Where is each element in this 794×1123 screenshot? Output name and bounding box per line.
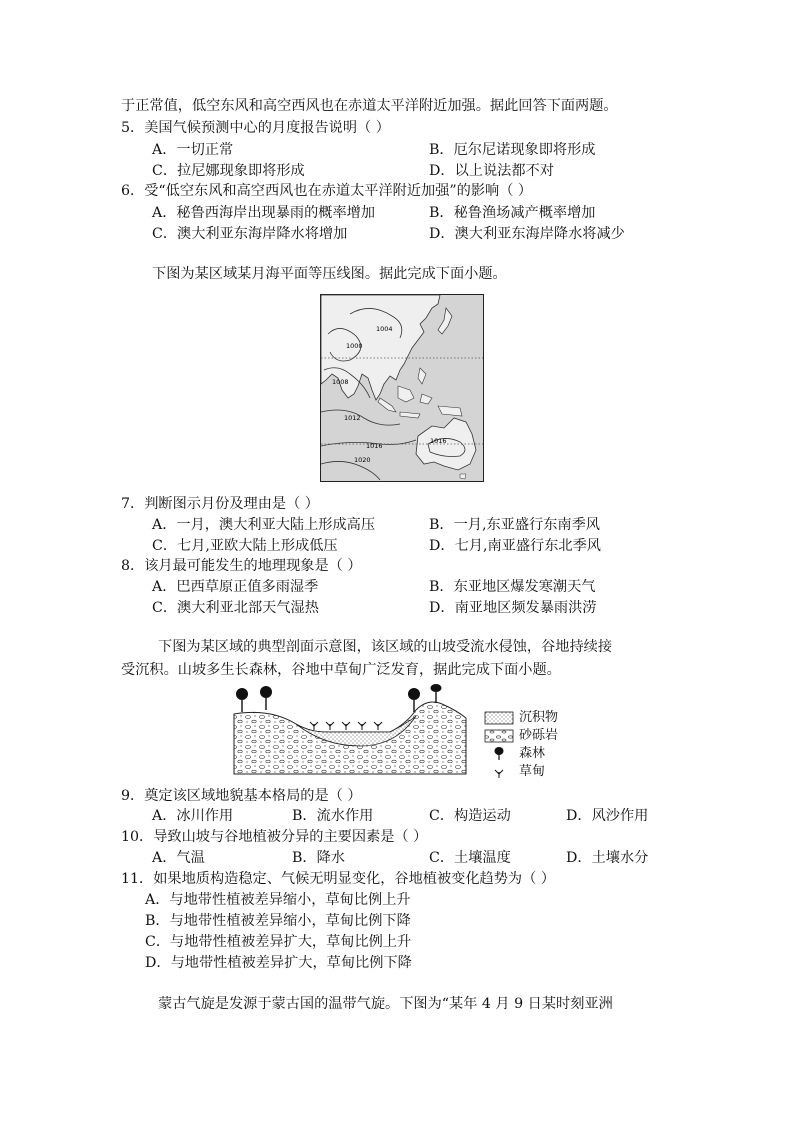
q7-option-a[interactable]: A．一月，澳大利亚大陆上形成高压 bbox=[152, 517, 376, 533]
tasmania-island bbox=[460, 474, 466, 479]
meadow-grass-group bbox=[310, 722, 382, 730]
q6-option-c[interactable]: C．澳大利亚东海岸降水将增加 bbox=[152, 226, 348, 242]
q8-option-a[interactable]: A．巴西草原正值多雨湿季 bbox=[152, 579, 319, 595]
isobar-label-1020: 1020 bbox=[354, 456, 371, 464]
question-9-stem: 9．奠定该区域地貌基本格局的是（ ） bbox=[121, 788, 362, 804]
legend-sediment-swatch bbox=[485, 712, 513, 724]
section-intro-line-2: 受沉积。山坡多生长森林，谷地中草甸广泛发育，据此完成下面小题。 bbox=[121, 662, 561, 678]
legend-meadow-icon bbox=[495, 770, 503, 778]
isobar-label-1000: 1000 bbox=[346, 342, 363, 350]
q7-option-c[interactable]: C．七月,亚欧大陆上形成低压 bbox=[152, 538, 338, 554]
q5-option-d[interactable]: D．以上说法都不对 bbox=[429, 163, 554, 179]
legend-label-gravel: 砂砾岩 bbox=[519, 728, 559, 743]
q9-option-b[interactable]: B．流水作用 bbox=[292, 808, 374, 824]
q8-option-d[interactable]: D．南亚地区频发暴雨洪涝 bbox=[429, 600, 597, 616]
q11-option-b[interactable]: B．与地带性植被差异缩小，草甸比例下降 bbox=[145, 913, 411, 929]
isobar-label-1016-west: 1016 bbox=[366, 442, 383, 450]
section-legend-symbols bbox=[483, 710, 523, 782]
forest-tree-left-1 bbox=[236, 688, 248, 712]
isobar-label-1016-australia: 1016 bbox=[430, 437, 447, 445]
q11-option-a[interactable]: A．与地带性植被差异缩小，草甸比例上升 bbox=[145, 892, 411, 908]
cross-section-diagram bbox=[230, 684, 470, 778]
legend-gravel-swatch bbox=[485, 730, 513, 742]
q5-option-c[interactable]: C．拉尼娜现象即将形成 bbox=[152, 163, 305, 179]
q7-option-d[interactable]: D．七月,南亚盛行东北季风 bbox=[429, 538, 601, 554]
q7-option-b[interactable]: B．一月,东亚盛行东南季风 bbox=[429, 517, 600, 533]
intro-tail: 于正常值，低空东风和高空西风也在赤道太平洋附近加强。据此回答下面两题。 bbox=[121, 98, 618, 114]
question-11-stem: 11．如果地质构造稳定、气候无明显变化，谷地植被变化趋势为（ ） bbox=[121, 871, 556, 887]
q8-option-c[interactable]: C．澳大利亚北部天气湿热 bbox=[152, 600, 319, 616]
question-7-stem: 7．判断图示月份及理由是（ ） bbox=[121, 496, 319, 512]
q9-option-c[interactable]: C．构造运动 bbox=[429, 808, 511, 824]
isobar-map bbox=[320, 294, 484, 482]
q10-option-a[interactable]: A．气温 bbox=[152, 850, 205, 866]
question-8-stem: 8．该月最可能发生的地理现象是（ ） bbox=[121, 558, 362, 574]
q11-option-d[interactable]: D．与地带性植被差异扩大，草甸比例下降 bbox=[145, 955, 412, 971]
section-intro-line-1: 下图为某区域的典型剖面示意图，该区域的山坡受流水侵蚀，谷地持续接 bbox=[158, 639, 613, 655]
forest-tree-left-2 bbox=[260, 686, 272, 710]
q9-option-a[interactable]: A．冰川作用 bbox=[152, 808, 234, 824]
q6-option-a[interactable]: A．秘鲁西海岸出现暴雨的概率增加 bbox=[152, 205, 376, 221]
q6-option-b[interactable]: B．秘鲁渔场减产概率增加 bbox=[429, 205, 596, 221]
q9-option-d[interactable]: D．风沙作用 bbox=[566, 808, 649, 824]
q10-option-d[interactable]: D．土壤水分 bbox=[566, 850, 649, 866]
isobar-label-1004: 1004 bbox=[376, 325, 393, 333]
legend-label-forest: 森林 bbox=[519, 746, 546, 761]
q5-option-b[interactable]: B．厄尔尼诺现象即将形成 bbox=[429, 142, 596, 158]
map-intro: 下图为某区域某月海平面等压线图。据此完成下面小题。 bbox=[152, 266, 507, 282]
forest-tree-right-2 bbox=[431, 684, 442, 702]
legend-forest-icon bbox=[495, 747, 504, 760]
q11-option-c[interactable]: C．与地带性植被差异扩大，草甸比例上升 bbox=[145, 934, 412, 950]
legend-label-meadow: 草甸 bbox=[519, 764, 546, 779]
legend-label-sediment: 沉积物 bbox=[519, 710, 559, 725]
q6-option-d[interactable]: D．澳大利亚东海岸降水将减少 bbox=[429, 226, 625, 242]
isobar-label-1008: 1008 bbox=[332, 378, 349, 386]
closing-paragraph: 蒙古气旋是发源于蒙古国的温带气旋。下图为“某年 4 月 9 日某时刻亚洲 bbox=[158, 996, 613, 1012]
isobar-label-1012: 1012 bbox=[344, 414, 361, 422]
q5-option-a[interactable]: A．一切正常 bbox=[152, 142, 234, 158]
question-6-stem: 6．受“低空东风和高空西风也在赤道太平洋附近加强”的影响（ ） bbox=[121, 183, 533, 199]
question-5-stem: 5．美国气候预测中心的月度报告说明（ ） bbox=[121, 120, 390, 136]
question-10-stem: 10．导致山坡与谷地植被分异的主要因素是（ ） bbox=[121, 829, 428, 845]
q10-option-c[interactable]: C．土壤温度 bbox=[429, 850, 511, 866]
q8-option-b[interactable]: B．东亚地区爆发寒潮天气 bbox=[429, 579, 596, 595]
q10-option-b[interactable]: B．降水 bbox=[292, 850, 345, 866]
